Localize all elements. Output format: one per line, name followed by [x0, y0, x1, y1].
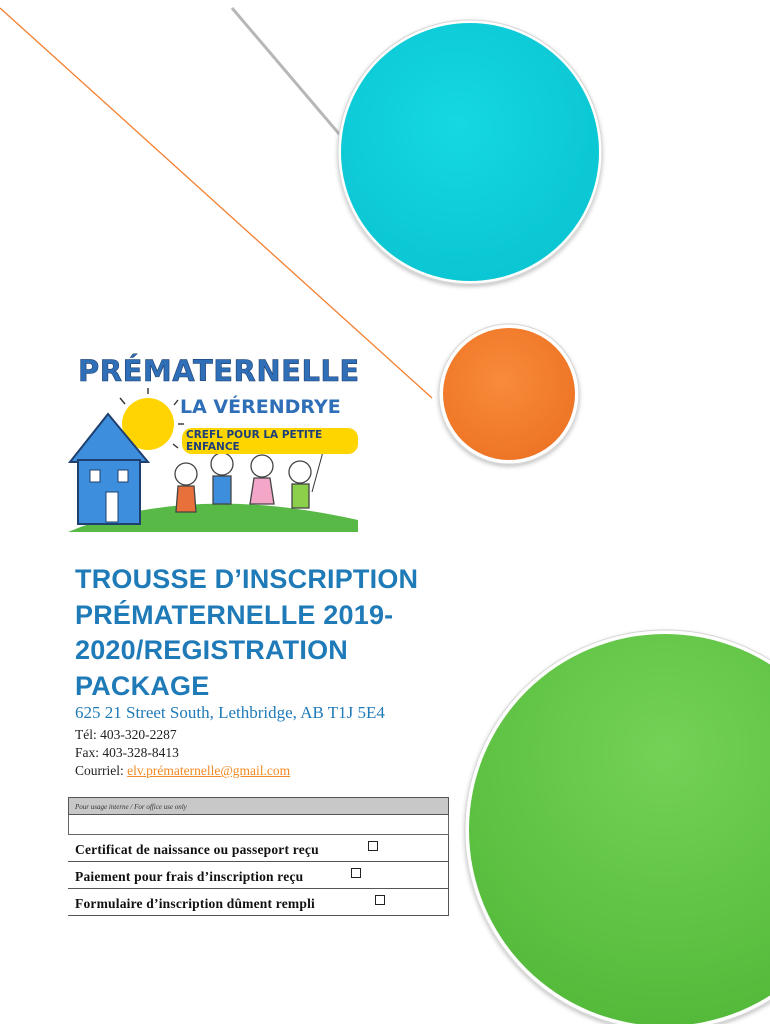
email-line [75, 763, 290, 779]
checklist-row-payment [68, 862, 449, 889]
checkbox[interactable] [375, 895, 385, 905]
document-title: TROUSSE D’INSCRIPTION PRÉMATERNELLE 2019-2020/REGISTRATION PACKAGE [75, 564, 419, 701]
office-blank-row [68, 815, 449, 835]
phone-number: Tél: 403-320-2287 [75, 727, 177, 742]
checklist-row-form-completed [68, 889, 449, 916]
fax-number: Fax: 403-328-8413 [75, 745, 179, 760]
checkbox[interactable] [351, 868, 361, 878]
school-address: 625 21 Street South, Lethbridge, AB T1J 5E4 [75, 703, 385, 722]
email-label: Courriel: [75, 763, 128, 778]
checklist-label: Paiement pour frais d’inscription reçu [75, 869, 304, 884]
checkbox[interactable] [368, 841, 378, 851]
checklist-label: Formulaire d’inscription dûment rempli [75, 896, 315, 911]
checklist-label: Certificat de naissance ou passeport reçu [75, 842, 319, 857]
checklist-row-birth-certificate [68, 835, 449, 862]
logo-tagline: CREFL POUR LA PETITE ENFANCE [182, 428, 358, 454]
office-use-table [68, 797, 449, 916]
office-use-header: Pour usage interne / For office use only [68, 797, 449, 815]
logo-subtitle: LA VÉRENDRYE [180, 396, 341, 418]
email-link[interactable]: elv.prématernelle@gmail.com [127, 763, 291, 778]
school-logo [68, 352, 358, 532]
logo-title: PRÉMATERNELLE [78, 354, 360, 388]
gray-diagonal-line [232, 8, 340, 135]
